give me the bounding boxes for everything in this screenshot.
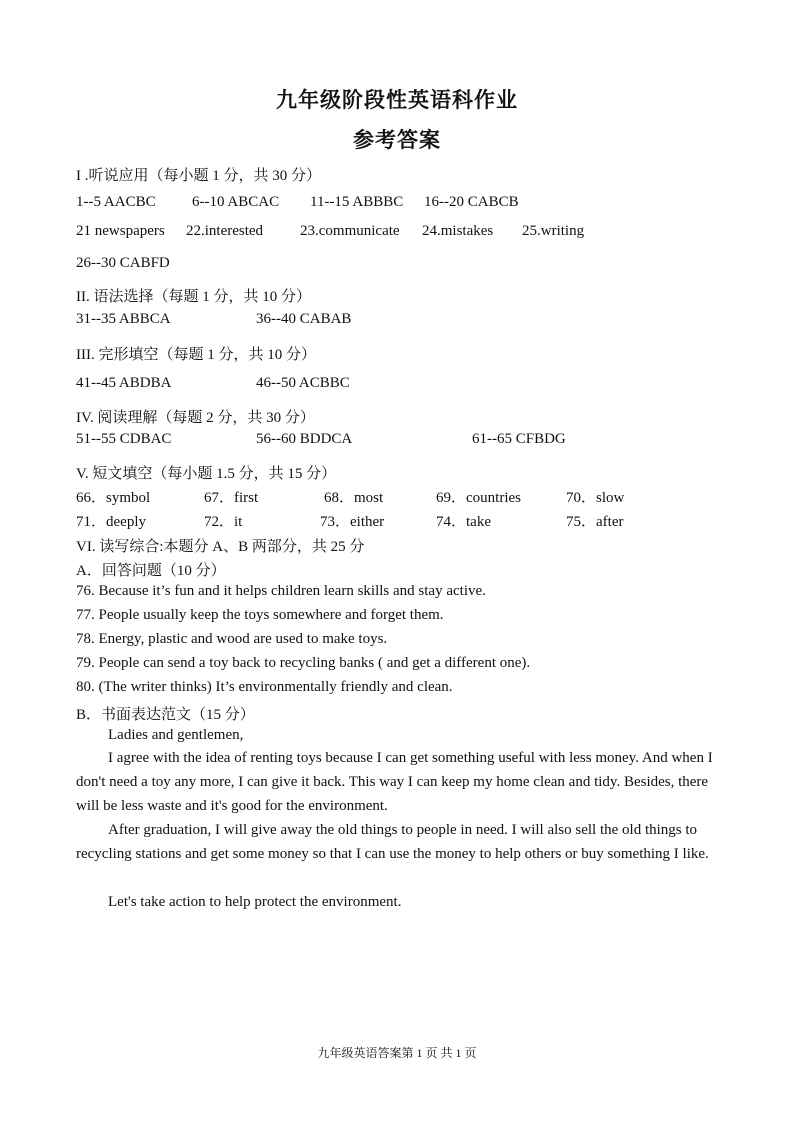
page-title: 九年级阶段性英语科作业 (276, 87, 518, 112)
answer-group: 26--30 CABFD (76, 255, 170, 271)
answer-group: 1--5 AACBC (76, 194, 156, 210)
essay-greeting: Ladies and gentlemen, (108, 727, 244, 743)
part-b-header: B．书面表达范文（15 分） (76, 707, 255, 723)
answer-word: 21 newspapers (76, 223, 165, 239)
essay-closing: Let's take action to help protect the environment. (108, 894, 402, 910)
answer-word: 73．either (320, 514, 385, 530)
answer-group: 51--55 CDBAC (76, 431, 172, 447)
answer-group: 41--45 ABDBA (76, 375, 172, 391)
answer-word: 74．take (436, 514, 491, 530)
answer-word: 23.communicate (300, 223, 400, 239)
section-3-header: III. 完形填空（每题 1 分，共 10 分） (76, 347, 316, 363)
answer-word: 68．most (324, 490, 384, 506)
page-subtitle: 参考答案 (353, 127, 441, 152)
answer-sentence: 78. Energy, plastic and wood are used to make toys. (76, 631, 388, 647)
answer-group: 61--65 CFBDG (472, 431, 566, 447)
answer-word: 72．it (204, 514, 243, 530)
answer-group: 6--10 ABCAC (192, 194, 280, 210)
answer-word: 25.writing (522, 223, 585, 239)
answer-group: 16--20 CABCB (424, 194, 519, 210)
answer-word: 69．countries (436, 490, 521, 506)
section-1-header: I .听说应用（每小题 1 分，共 30 分） (76, 168, 321, 184)
answer-group: 11--15 ABBBC (310, 194, 404, 210)
section-4-header: IV. 阅读理解（每题 2 分，共 30 分） (76, 410, 315, 426)
answer-sentence: 76. Because it’s fun and it helps children learn skills and stay active. (76, 583, 486, 599)
answer-sentence: 77. People usually keep the toys somewhere and forget them. (76, 607, 444, 623)
answer-word: 22.interested (186, 223, 264, 239)
page-footer: 九年级英语答案第 1 页 共 1 页 (317, 1046, 477, 1060)
part-a-header: A．回答问题（10 分） (76, 563, 226, 579)
answer-word: 24.mistakes (422, 223, 494, 239)
answer-word: 71．deeply (76, 514, 146, 530)
answer-sentence: 80. (The writer thinks) It’s environmentally friendly and clean. (76, 679, 453, 695)
answer-word: 75．after (566, 514, 624, 530)
answer-word: 67．first (204, 490, 259, 506)
section-5-header: V. 短文填空（每小题 1.5 分，共 15 分） (76, 466, 337, 482)
answer-group: 36--40 CABAB (256, 311, 352, 327)
essay-paragraph-2: After graduation, I will give away the old things to people in need. I will also sell the old things to recycling stations and get some money so that I can use the money to help others or buy something I like. (76, 822, 709, 862)
answer-word: 66．symbol (76, 490, 151, 506)
answer-group: 46--50 ACBBC (256, 375, 350, 391)
essay-paragraph-1: I agree with the idea of renting toys because I can get something useful with less money. And when I don't need a toy any more, I can give it back. This way I can keep my home clean and tidy. Besides, there will be less waste and it's good for the environment. (76, 750, 713, 814)
section-6-header: VI. 读写综合:本题分 A、B 两部分，共 25 分 (76, 539, 365, 555)
answer-sentence: 79. People can send a toy back to recycling banks ( and get a different one). (76, 655, 531, 671)
answer-group: 56--60 BDDCA (256, 431, 353, 447)
answer-group: 31--35 ABBCA (76, 311, 171, 327)
answer-word: 70．slow (566, 490, 625, 506)
section-2-header: II. 语法选择（每题 1 分，共 10 分） (76, 289, 311, 305)
